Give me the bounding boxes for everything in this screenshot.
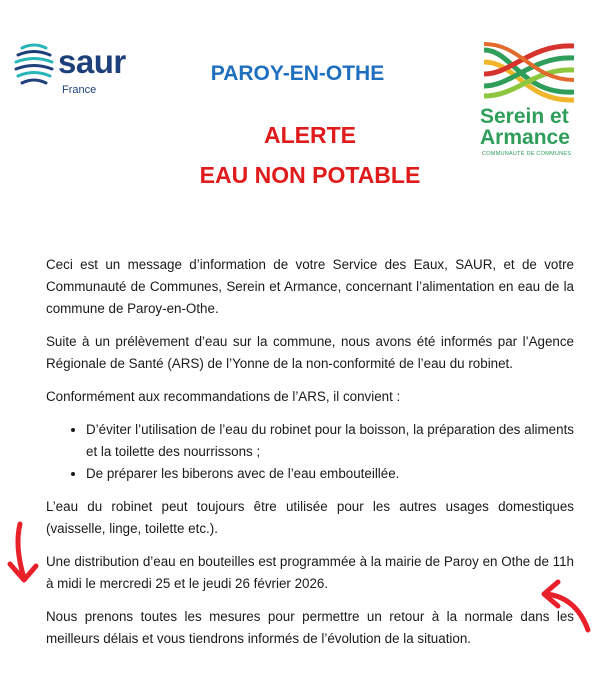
saur-logo-subtitle: France	[62, 84, 97, 96]
serein-armance-subtitle: COMMUNAUTÉ DE COMMUNES	[482, 151, 572, 157]
recommendations-list	[46, 419, 574, 485]
message-body	[46, 254, 574, 661]
list-item: • De préparer les biberons avec de l’eau embouteillée.	[86, 463, 574, 485]
context-paragraph: Suite à un prélèvement d’eau sur la commune, nous avons été informés par l’Agence Régionale de Santé (ARS) de l’Yonne de la non-conformité de l’eau du robinet.	[46, 334, 574, 371]
saur-logo-name: saur	[58, 43, 126, 80]
left-arrow-annotation	[6, 520, 42, 590]
distribution-paragraph: Une distribution d’eau en bouteilles est programmée à la mairie de Paroy en Othe de 11h à midi le mercredi 25 et le jeudi 26 février 2026.	[46, 554, 574, 591]
town-title: PAROY-EN-OTHE	[210, 62, 385, 85]
domestic-use-paragraph: L’eau du robinet peut toujours être utilisée pour les autres usages domestiques (vaisselle, linge, toilette etc.).	[46, 499, 574, 536]
recommendations-intro: Conformément aux recommandations de l’ARS, il convient :	[46, 389, 401, 404]
right-arrow-annotation	[536, 578, 594, 636]
alert-title: ALERTE	[264, 122, 356, 148]
alert-subtitle: EAU NON POTABLE	[199, 162, 421, 188]
serein-armance-line2: Armance	[480, 126, 570, 149]
intro-paragraph: Ceci est un message d’information de votre Service des Eaux, SAUR, et de votre Communauté de Communes, Serein et Armance, concernant l’alimentation en eau de la commune de Paroy-en-Othe.	[46, 257, 574, 316]
serein-armance-name	[480, 106, 570, 148]
serein-armance-line1: Serein et	[480, 105, 569, 128]
interlaced-ribbons-icon	[482, 40, 576, 104]
closing-paragraph: Nous prenons toutes les mesures pour permettre un retour à la normale dans les meilleurs délais et vous tiendrons informés de l’évolution de la situation.	[46, 609, 574, 646]
serein-armance-logo	[478, 40, 578, 162]
list-item: • D’éviter l’utilisation de l’eau du robinet pour la boisson, la préparation des aliments et la toilette des nourrissons ;	[86, 419, 574, 463]
document-header	[0, 0, 595, 200]
